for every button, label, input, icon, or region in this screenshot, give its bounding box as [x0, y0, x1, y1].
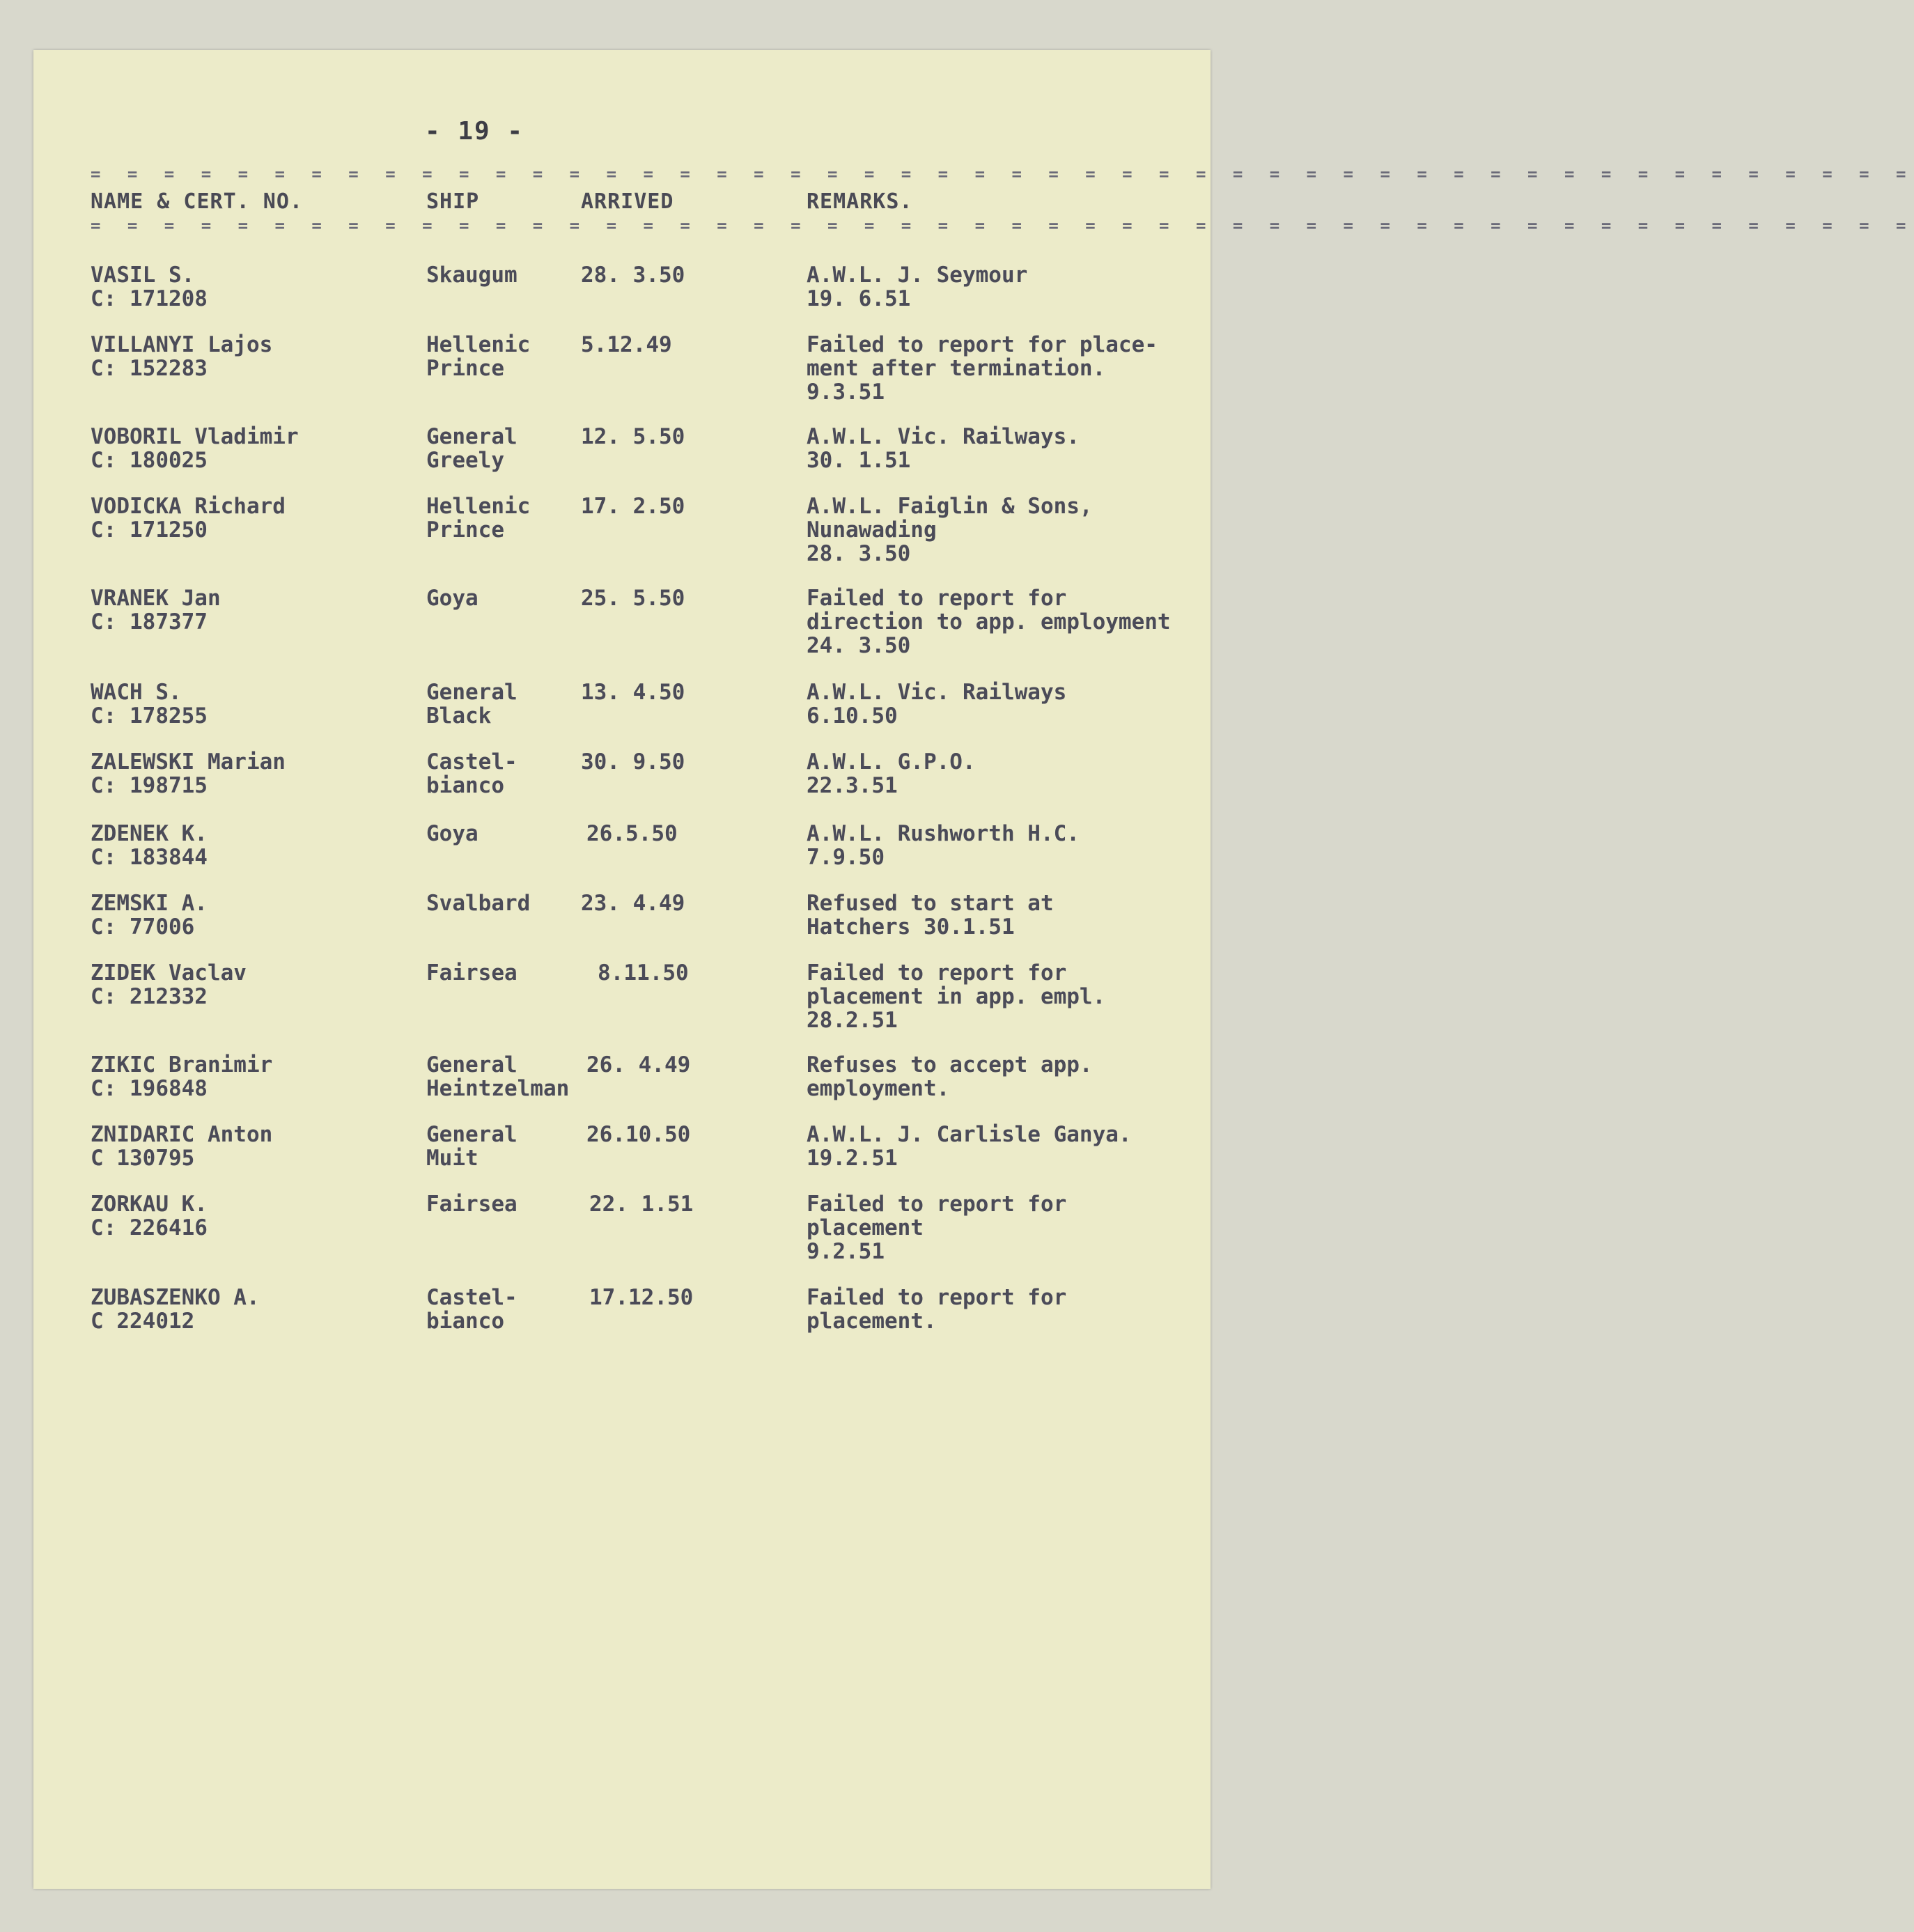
record-ship — [426, 680, 518, 728]
record-name-line: ZIDEK Vaclav — [91, 960, 247, 986]
record-arrived — [581, 333, 672, 357]
record-arrived — [581, 425, 685, 449]
record-name-line: C: 178255 — [91, 703, 208, 729]
record-ship — [426, 1053, 569, 1100]
record-remarks-line: Nunawading — [807, 517, 937, 543]
header-rule-bottom: = = = = = = = = = = = = = = = = = = = = = = = = = = = = = = = = = = = = = = = = = = = = = = = = = = — [91, 216, 1914, 235]
record-name — [91, 750, 286, 797]
column-header-name: NAME & CERT. NO. — [91, 189, 303, 214]
record-name — [91, 494, 286, 542]
record-arrived-line: 26.5.50 — [586, 821, 678, 846]
record-remarks-line: 28. 3.50 — [807, 541, 911, 566]
record-ship — [426, 891, 530, 915]
record-ship-line: General — [426, 680, 518, 705]
record-name-line: C: 198715 — [91, 773, 208, 798]
record-name — [91, 1192, 208, 1240]
record-remarks — [807, 425, 1080, 472]
column-header-remarks: REMARKS. — [807, 189, 913, 214]
record-remarks-line: Hatchers 30.1.51 — [807, 914, 1015, 940]
record-name — [91, 961, 247, 1008]
record-ship-line: Fairsea — [426, 1192, 518, 1217]
record-name-line: C: 196848 — [91, 1076, 208, 1101]
record-ship-line: Prince — [426, 517, 504, 543]
record-remarks-line: A.W.L. Vic. Railways. — [807, 424, 1080, 449]
record-arrived-line: 28. 3.50 — [581, 263, 685, 288]
record-remarks-line: A.W.L. J. Carlisle Ganya. — [807, 1122, 1132, 1147]
record-remarks — [807, 263, 1027, 311]
record-remarks — [807, 1123, 1132, 1170]
record-arrived — [581, 586, 685, 610]
record-arrived — [586, 1053, 690, 1077]
record-remarks-line: placement — [807, 1215, 924, 1240]
record-ship — [426, 263, 518, 287]
record-remarks-line: 9.3.51 — [807, 380, 885, 405]
record-name — [91, 891, 208, 939]
record-name-line: C: 171250 — [91, 517, 208, 543]
record-ship-line: Greely — [426, 448, 504, 473]
record-arrived — [581, 494, 685, 518]
record-remarks-line: 6.10.50 — [807, 703, 898, 729]
record-ship — [426, 750, 518, 797]
record-name-line: C: 187377 — [91, 609, 208, 634]
record-ship-line: Goya — [426, 821, 478, 846]
record-remarks-line: A.W.L. Vic. Railways — [807, 680, 1067, 705]
record-name — [91, 1053, 272, 1100]
record-ship-line: General — [426, 1122, 518, 1147]
record-remarks-line: A.W.L. J. Seymour — [807, 263, 1028, 288]
record-arrived — [581, 680, 685, 704]
record-remarks — [807, 891, 1054, 939]
record-ship — [426, 1286, 518, 1333]
page-number: - 19 - — [425, 117, 524, 146]
column-header-ship: SHIP — [426, 189, 480, 214]
record-arrived-line: 30. 9.50 — [581, 749, 685, 774]
record-remarks — [807, 961, 1105, 1032]
record-arrived — [586, 822, 678, 846]
record-remarks-line: 30. 1.51 — [807, 448, 911, 473]
record-remarks-line: A.W.L. Faiglin & Sons, — [807, 494, 1093, 519]
record-name-line: VRANEK Jan — [91, 586, 221, 611]
record-ship-line: Goya — [426, 586, 478, 611]
record-remarks — [807, 333, 1158, 404]
record-remarks-line: Failed to report for — [807, 586, 1067, 611]
record-name — [91, 680, 208, 728]
record-name — [91, 586, 221, 634]
record-remarks — [807, 680, 1066, 728]
record-name-line: ZNIDARIC Anton — [91, 1122, 273, 1147]
record-remarks-line: 9.2.51 — [807, 1239, 885, 1264]
record-arrived-line: 17.12.50 — [589, 1285, 694, 1310]
record-remarks-line: 7.9.50 — [807, 845, 885, 870]
record-ship — [426, 494, 530, 542]
record-remarks — [807, 1192, 1066, 1263]
column-header-arrived: ARRIVED — [581, 189, 674, 214]
record-arrived-line: 12. 5.50 — [581, 424, 685, 449]
record-arrived-line: 23. 4.49 — [581, 891, 685, 916]
record-remarks-line: placement in app. empl. — [807, 984, 1106, 1009]
record-arrived-line: 25. 5.50 — [581, 586, 685, 611]
record-remarks — [807, 1286, 1066, 1333]
record-ship-line: Muit — [426, 1146, 478, 1171]
record-name — [91, 1123, 272, 1170]
record-remarks-line: A.W.L. Rushworth H.C. — [807, 821, 1080, 846]
record-ship — [426, 586, 478, 610]
record-name — [91, 1286, 260, 1333]
record-ship — [426, 425, 518, 472]
record-name-line: C: 152283 — [91, 356, 208, 381]
record-name — [91, 822, 208, 869]
record-ship-line: Castel- — [426, 749, 518, 774]
record-ship — [426, 333, 530, 380]
record-ship-line: Castel- — [426, 1285, 518, 1310]
record-ship — [426, 1192, 518, 1216]
record-arrived — [589, 1286, 693, 1309]
record-remarks-line: Failed to report for place- — [807, 332, 1158, 357]
record-remarks-line: direction to app. employment — [807, 609, 1171, 634]
record-name — [91, 425, 299, 472]
record-name — [91, 333, 272, 380]
record-ship-line: General — [426, 424, 518, 449]
record-name-line: C 130795 — [91, 1146, 195, 1171]
record-remarks-line: 19.2.51 — [807, 1146, 898, 1171]
record-remarks-line: 19. 6.51 — [807, 286, 911, 311]
record-name-line: C: 180025 — [91, 448, 208, 473]
record-remarks-line: Failed to report for — [807, 1192, 1067, 1217]
record-remarks — [807, 494, 1093, 566]
record-arrived — [581, 891, 685, 915]
record-arrived-line: 5.12.49 — [581, 332, 672, 357]
record-remarks-line: employment. — [807, 1076, 950, 1101]
record-arrived-line: 8.11.50 — [598, 960, 689, 986]
record-ship-line: Black — [426, 703, 492, 729]
record-arrived-line: 22. 1.51 — [589, 1192, 694, 1217]
record-remarks — [807, 822, 1080, 869]
record-arrived — [589, 1192, 693, 1216]
record-name-line: VOBORIL Vladimir — [91, 424, 299, 449]
record-ship — [426, 822, 478, 846]
record-name-line: C: 183844 — [91, 845, 208, 870]
record-ship-line: General — [426, 1052, 518, 1077]
record-remarks-line: Refused to start at — [807, 891, 1054, 916]
record-arrived — [581, 263, 685, 287]
record-name-line: ZEMSKI A. — [91, 891, 208, 916]
record-remarks-line: ment after termination. — [807, 356, 1106, 381]
record-ship-line: Hellenic — [426, 494, 531, 519]
record-remarks-line: 22.3.51 — [807, 773, 898, 798]
record-remarks — [807, 1053, 1093, 1100]
record-name-line: C: 226416 — [91, 1215, 208, 1240]
record-name-line: VODICKA Richard — [91, 494, 286, 519]
record-ship-line: Fairsea — [426, 960, 518, 986]
record-name-line: C 224012 — [91, 1309, 195, 1334]
record-name-line: ZIKIC Branimir — [91, 1052, 273, 1077]
record-ship-line: Svalbard — [426, 891, 531, 916]
record-ship-line: bianco — [426, 1309, 504, 1334]
record-ship-line: Heintzelman — [426, 1076, 570, 1101]
record-ship-line: Hellenic — [426, 332, 531, 357]
record-remarks — [807, 750, 976, 797]
record-name-line: C: 212332 — [91, 984, 208, 1009]
record-remarks-line: Refuses to accept app. — [807, 1052, 1093, 1077]
record-name-line: ZDENEK K. — [91, 821, 208, 846]
record-name-line: VILLANYI Lajos — [91, 332, 273, 357]
record-remarks-line: Failed to report for — [807, 960, 1067, 986]
record-remarks — [807, 586, 1171, 657]
record-name-line: VASIL S. — [91, 263, 195, 288]
record-name-line: C: 171208 — [91, 286, 208, 311]
record-arrived-line: 26.10.50 — [586, 1122, 691, 1147]
record-arrived-line: 26. 4.49 — [586, 1052, 691, 1077]
record-remarks-line: 28.2.51 — [807, 1008, 898, 1033]
record-name — [91, 263, 208, 311]
record-name-line: C: 77006 — [91, 914, 195, 940]
header-rule-top: = = = = = = = = = = = = = = = = = = = = = = = = = = = = = = = = = = = = = = = = = = = = = = = = = = — [91, 164, 1914, 184]
record-ship — [426, 961, 518, 985]
record-remarks-line: Failed to report for — [807, 1285, 1067, 1310]
record-remarks-line: A.W.L. G.P.O. — [807, 749, 976, 774]
record-name-line: ZORKAU K. — [91, 1192, 208, 1217]
record-ship-line: Skaugum — [426, 263, 518, 288]
record-name-line: ZUBASZENKO A. — [91, 1285, 260, 1310]
record-arrived — [586, 1123, 690, 1146]
record-name-line: WACH S. — [91, 680, 182, 705]
record-arrived-line: 13. 4.50 — [581, 680, 685, 705]
record-ship — [426, 1123, 518, 1170]
record-name-line: ZALEWSKI Marian — [91, 749, 286, 774]
record-arrived — [581, 750, 685, 774]
record-remarks-line: placement. — [807, 1309, 937, 1334]
record-arrived — [598, 961, 689, 985]
record-remarks-line: 24. 3.50 — [807, 633, 911, 658]
record-ship-line: bianco — [426, 773, 504, 798]
record-ship-line: Prince — [426, 356, 504, 381]
record-arrived-line: 17. 2.50 — [581, 494, 685, 519]
